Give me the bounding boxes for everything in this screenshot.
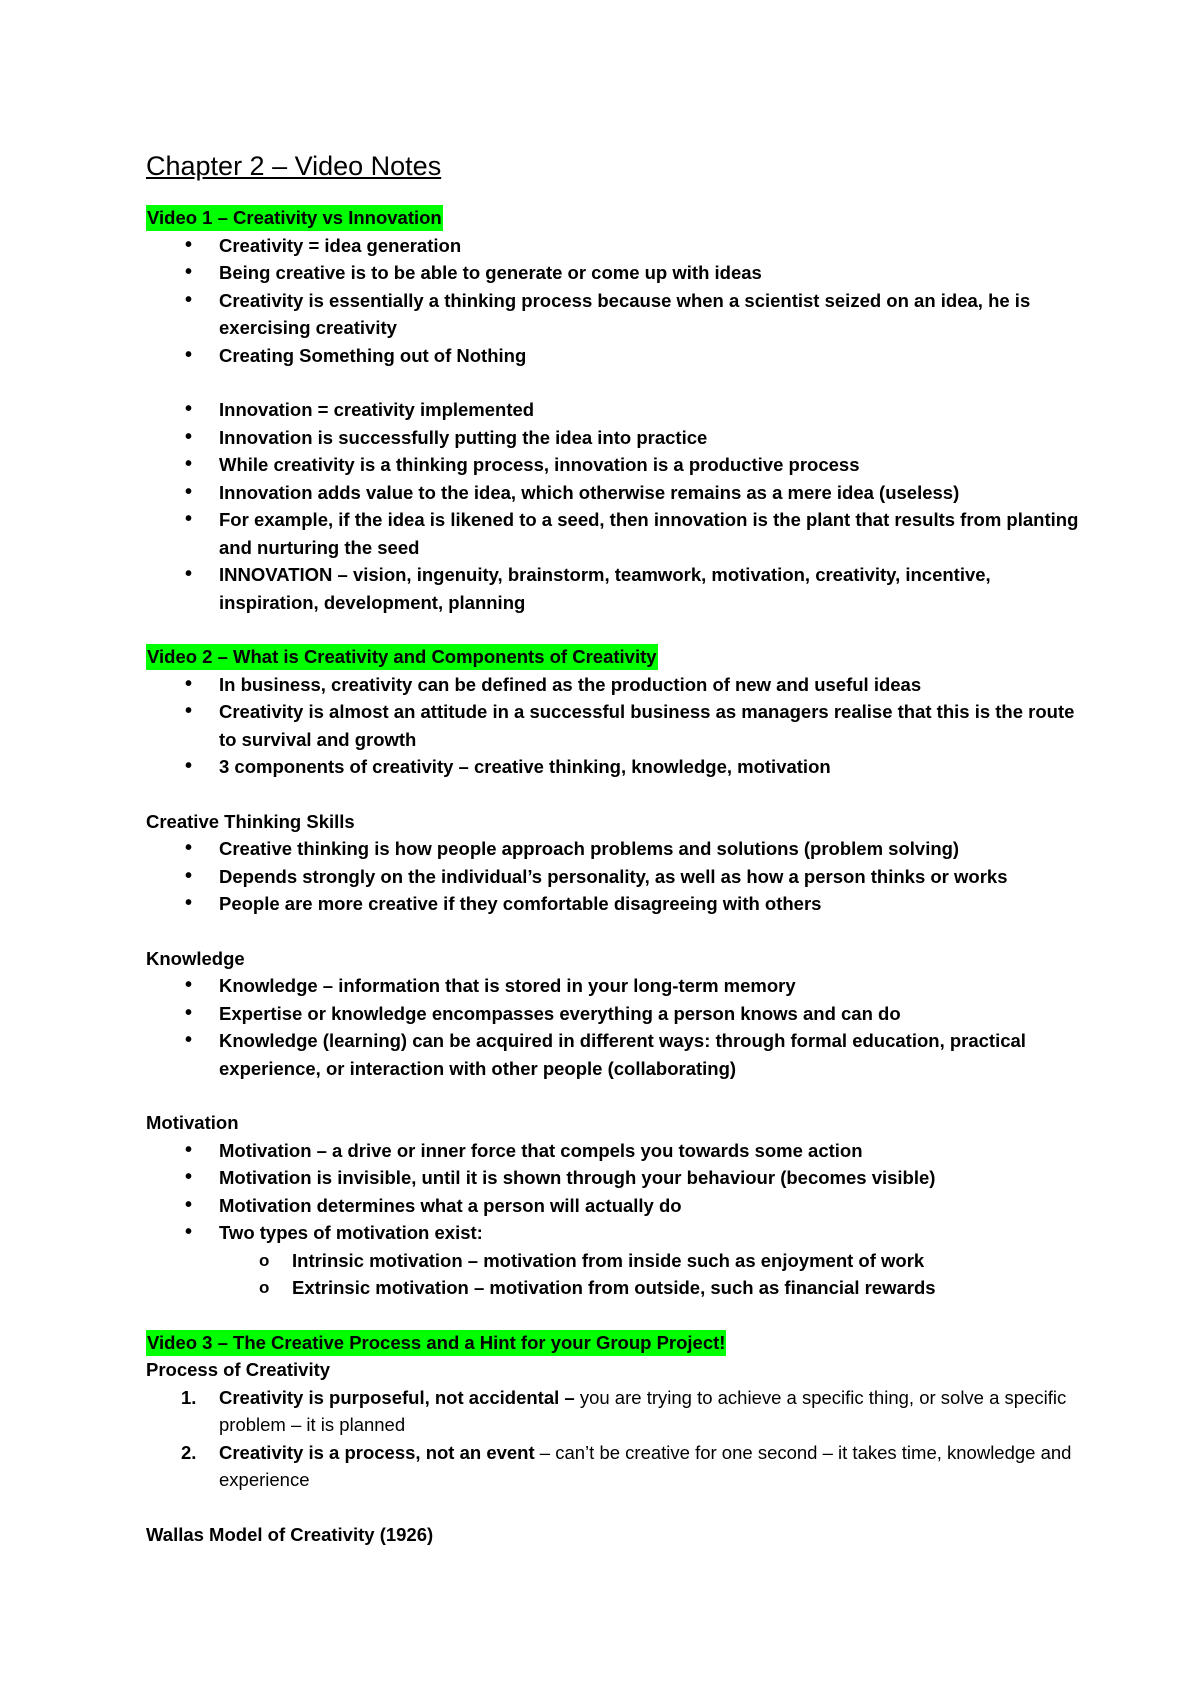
list-item: • Creativity is essentially a thinking process because when a scientist seized on an idea, he is exercising creativity — [219, 287, 1086, 342]
text-run: creative thinking, knowledge, motivation — [468, 756, 831, 777]
spacer — [146, 1082, 1086, 1109]
video2-heading: Video 2 – What is Creativity and Components of Creativity — [146, 644, 658, 670]
bold-term: Knowledge (learning) can be acquired in different ways: — [219, 1030, 711, 1051]
text-run: motivation from inside such as enjoyment of work — [478, 1249, 925, 1271]
text-run: Two types of motivation exist: — [219, 1222, 483, 1243]
list-item: • Motivation is invisible, until it is shown through your behaviour (becomes visible) — [219, 1164, 1086, 1192]
process-of-creativity-heading: Process of Creativity — [146, 1359, 331, 1380]
creative-thinking-section — [146, 808, 1086, 918]
list-item — [219, 972, 1086, 1000]
list-item: • Innovation = creativity implemented — [219, 396, 1086, 424]
list-item: • Being creative is to be able to generate or come up with ideas — [219, 259, 1086, 287]
bold-term: Extrinsic motivation – — [292, 1277, 485, 1298]
motivation-types-list — [219, 1247, 1086, 1302]
list-item: • Depends strongly on the individual’s personality, as well as how a person thinks or works — [219, 863, 1086, 891]
text-run: motivation from outside, such as financial rewards — [484, 1277, 936, 1298]
video1-creativity-list — [146, 232, 1086, 370]
knowledge-section — [146, 945, 1086, 1083]
bold-term: 3 components of creativity – — [219, 756, 469, 777]
list-item: • People are more creative if they comfortable disagreeing with others — [219, 890, 1086, 918]
video1-heading: Video 1 – Creativity vs Innovation — [146, 205, 443, 231]
text-run: through formal education, practical experience, or interaction with other people (collaborating) — [219, 1030, 1026, 1079]
list-item: • Creative thinking is how people approach problems and solutions (problem solving) — [219, 835, 1086, 863]
video2-list — [146, 671, 1086, 781]
video3-section — [146, 1329, 1086, 1494]
text-run: information that is stored in your long-term memory — [333, 975, 796, 996]
numbered-item — [181, 1384, 1086, 1439]
document-body — [146, 148, 1086, 1548]
list-item: • Expertise or knowledge encompasses everything a person knows and can do — [219, 1000, 1086, 1028]
list-item: • Motivation – a drive or inner force that compels you towards some action — [219, 1137, 1086, 1165]
spacer — [146, 369, 1086, 396]
list-item: • Creativity = idea generation — [219, 232, 1086, 260]
video2-section — [146, 643, 1086, 781]
knowledge-list — [146, 972, 1086, 1082]
motivation-section — [146, 1109, 1086, 1302]
spacer — [146, 1494, 1086, 1521]
sub-list-item — [292, 1274, 1086, 1302]
spacer — [146, 1302, 1086, 1329]
spacer — [146, 781, 1086, 808]
list-item: • While creativity is a thinking process, innovation is a productive process — [219, 451, 1086, 479]
motivation-heading: Motivation — [146, 1112, 239, 1133]
page-title: Chapter 2 – Video Notes — [146, 151, 442, 181]
innovation-term: INNOVATION – — [219, 564, 348, 585]
bold-term: useful — [814, 673, 869, 695]
item-number: 2. — [181, 1441, 197, 1463]
text-run: you are trying to achieve a specific thing, or solve a specific problem – it is planned — [219, 1386, 1067, 1435]
numbered-item — [181, 1439, 1086, 1494]
list-item — [219, 753, 1086, 781]
video3-heading: Video 3 – The Creative Process and a Hint for your Group Project! — [146, 1330, 726, 1356]
list-item — [219, 671, 1086, 699]
bold-term: Knowledge – — [219, 975, 334, 996]
motivation-list — [146, 1137, 1086, 1302]
item-number: 1. — [181, 1386, 197, 1408]
list-item: • Creating Something out of Nothing — [219, 342, 1086, 370]
spacer — [146, 616, 1086, 643]
bold-term: Creativity is purposeful, not accidental – — [219, 1386, 575, 1408]
list-item: • Innovation is successfully putting the idea into practice — [219, 424, 1086, 452]
innovation-definition: vision, ingenuity, brainstorm, teamwork, motivation, creativity, incentive, inspiration, development, planning — [219, 564, 991, 613]
list-item: • Motivation determines what a person will actually do — [219, 1192, 1086, 1220]
list-item: • For example, if the idea is likened to a seed, then innovation is the plant that results from planting and nurturing the seed — [219, 506, 1086, 561]
creative-thinking-heading: Creative Thinking Skills — [146, 810, 355, 832]
bold-term: Intrinsic motivation – — [292, 1249, 479, 1271]
video1-section — [146, 204, 1086, 616]
text-run: In business, creativity can be defined as the production of new and — [219, 673, 815, 695]
spacer — [146, 918, 1086, 945]
list-item: • Innovation adds value to the idea, which otherwise remains as a mere idea (useless) — [219, 479, 1086, 507]
knowledge-heading: Knowledge — [146, 947, 245, 969]
text-run: – can’t be creative for one second – it takes time, knowledge and experience — [219, 1441, 1072, 1490]
list-item — [219, 561, 1086, 616]
video1-innovation-list — [146, 396, 1086, 616]
sub-list-item — [292, 1247, 1086, 1275]
list-item — [219, 1219, 1086, 1302]
process-list — [146, 1384, 1086, 1494]
list-item — [219, 1027, 1086, 1082]
list-item: • Creativity is almost an attitude in a successful business as managers realise that this is the route to survival and growth — [219, 698, 1086, 753]
creative-thinking-list — [146, 835, 1086, 918]
bold-term: Creativity is a process, not an event — [219, 1441, 535, 1463]
text-run: ideas — [868, 673, 922, 695]
wallas-heading: Wallas Model of Creativity (1926) — [146, 1523, 434, 1545]
